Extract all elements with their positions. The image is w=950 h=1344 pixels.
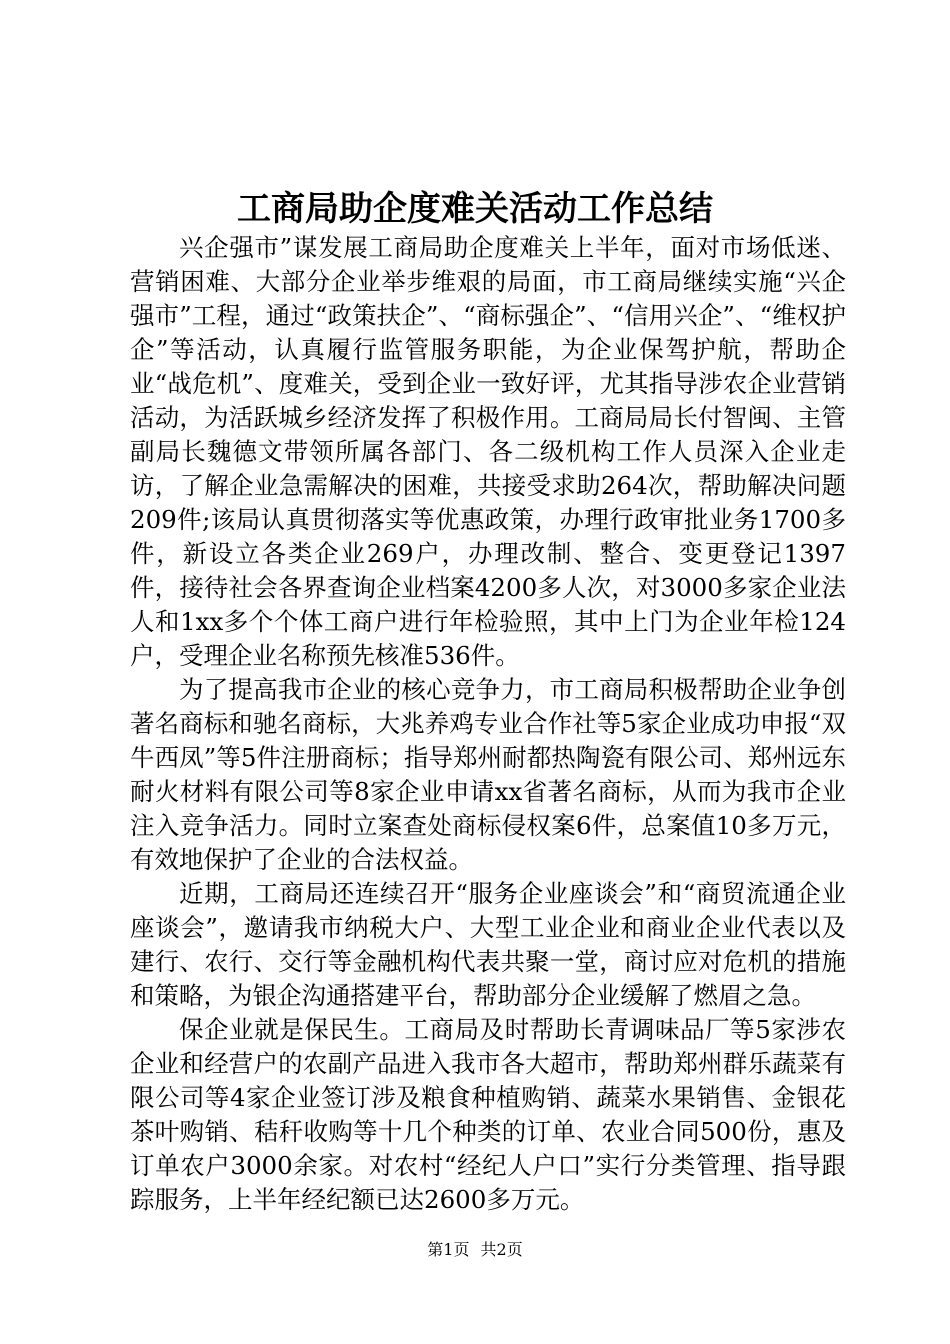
paragraph-4: 保企业就是保民生。工商局及时帮助长青调味品厂等5家涉农企业和经营户的农副产品进入我市各大超市，帮助郑州群乐蔬菜有限公司等4家企业签订涉及粮食种植购销、蔬菜水果销售、金银花茶叶购销、秸秆收购等十几个种类的订单、农业合同500份，惠及订单农户3000余家。对农村“经纪人户口”实行分类管理、指导跟踪服务，上半年经纪额已达2600多万元。 [130,1015,846,1214]
page-total: 共2页 [480,1240,523,1259]
page-number: 第1页 [427,1240,470,1259]
document-title: 工商局助企度难关活动工作总结 [237,189,713,229]
paragraph-2: 为了提高我市企业的核心竞争力，市工商局积极帮助企业争创著名商标和驰名商标，大兆养鸡专业合作社等5家企业成功申报“双牛西凤”等5件注册商标；指导郑州耐都热陶瓷有限公司、郑州远东耐火材料有限公司等8家企业申请xx省著名商标，从而为我市企业注入竞争活力。同时立案查处商标侵权案6件，总案值10多万元，有效地保护了企业的合法权益。 [130,675,846,874]
document-body [130,231,846,1217]
paragraph-3: 近期，工商局还连续召开“服务企业座谈会”和“商贸流通企业座谈会”，邀请我市纳税大户、大型工业企业和商业企业代表以及建行、农行、交行等金融机构代表共聚一堂，商讨应对危机的措施和策略，为银企沟通搭建平台，帮助部分企业缓解了燃眉之急。 [130,879,846,1010]
page-footer [0,1238,950,1262]
paragraph-1: 兴企强市”谋发展工商局助企度难关上半年，面对市场低迷、营销困难、大部分企业举步维艰的局面，市工商局继续实施“兴企强市”工程，通过“政策扶企”、“商标强企”、“信用兴企”、“维权护企”等活动，认真履行监管服务职能，为企业保驾护航，帮助企业“战危机”、度难关，受到企业一致好评，尤其指导涉农企业营销活动，为活跃城乡经济发挥了积极作用。工商局局长付智闽、主管副局长魏德文带领所属各部门、各二级机构工作人员深入企业走访，了解企业急需解决的困难，共接受求助264次，帮助解决问题209件;该局认真贯彻落实等优惠政策，办理行政审批业务1700多件，新设立各类企业269户，办理改制、整合、变更登记1397件，接待社会各界查询企业档案4200多人次，对3000多家企业法人和1xx多个个体工商户进行年检验照，其中上门为企业年检124户，受理企业名称预先核准536件。 [130,233,846,670]
